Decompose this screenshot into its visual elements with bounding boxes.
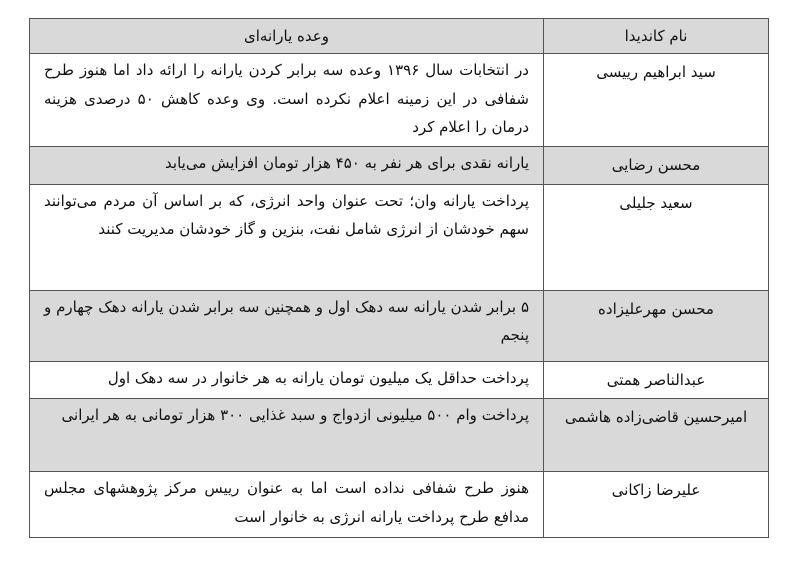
table-row (30, 54, 769, 147)
candidate-name-cell: امیرحسین قاضی‌زاده هاشمی (544, 399, 769, 472)
table-row (30, 361, 769, 399)
candidate-name-cell: عبدالناصر همتی (544, 361, 769, 399)
promise-cell: در انتخابات سال ۱۳۹۶ وعده سه برابر کردن یارانه را ارائه داد اما هنوز طرح شفافی در این زمینه اعلام نکرده است. وی وعده کاهش ۵۰ درصدی هزینه درمان را اعلام کرد (30, 54, 544, 147)
subsidy-promises-table-wrapper (29, 18, 768, 538)
promise-cell: یارانه نقدی برای هر نفر به ۴۵۰ هزار تومان افزایش می‌یابد (30, 147, 544, 185)
candidate-name-cell: علیرضا زاکانی (544, 472, 769, 538)
table-row (30, 290, 769, 361)
header-subsidy-promise: وعده یارانه‌ای (30, 19, 544, 54)
promise-cell: پرداخت حداقل یک میلیون تومان یارانه به هر خانوار در سه دهک اول (30, 361, 544, 399)
candidate-name-cell: محسن مهرعلیزاده (544, 290, 769, 361)
table-row (30, 184, 769, 290)
header-candidate-name: نام کاندیدا (544, 19, 769, 54)
table-header-row (30, 19, 769, 54)
table-row (30, 399, 769, 472)
promise-cell: پرداخت یارانه وان؛ تحت عنوان واحد انرژی، که بر اساس آن مردم می‌توانند سهم خودشان از انرژی شامل نفت، بنزین و گاز خودشان مدیریت کنند (30, 184, 544, 290)
promise-cell: پرداخت وام ۵۰۰ میلیونی ازدواج و سبد غذایی ۳۰۰ هزار تومانی به هر ایرانی (30, 399, 544, 472)
promise-cell: ۵ برابر شدن یارانه سه دهک اول و همچنین سه برابر شدن یارانه دهک چهارم و پنجم (30, 290, 544, 361)
subsidy-promises-table (29, 18, 769, 538)
promise-cell: هنوز طرح شفافی نداده است اما به عنوان رییس مرکز پژوهشهای مجلس مدافع طرح پرداخت یارانه انرژی به خانوار است (30, 472, 544, 538)
candidate-name-cell: سید ابراهیم رییسی (544, 54, 769, 147)
candidate-name-cell: سعید جلیلی (544, 184, 769, 290)
table-row (30, 147, 769, 185)
candidate-name-cell: محسن رضایی (544, 147, 769, 185)
table-row (30, 472, 769, 538)
